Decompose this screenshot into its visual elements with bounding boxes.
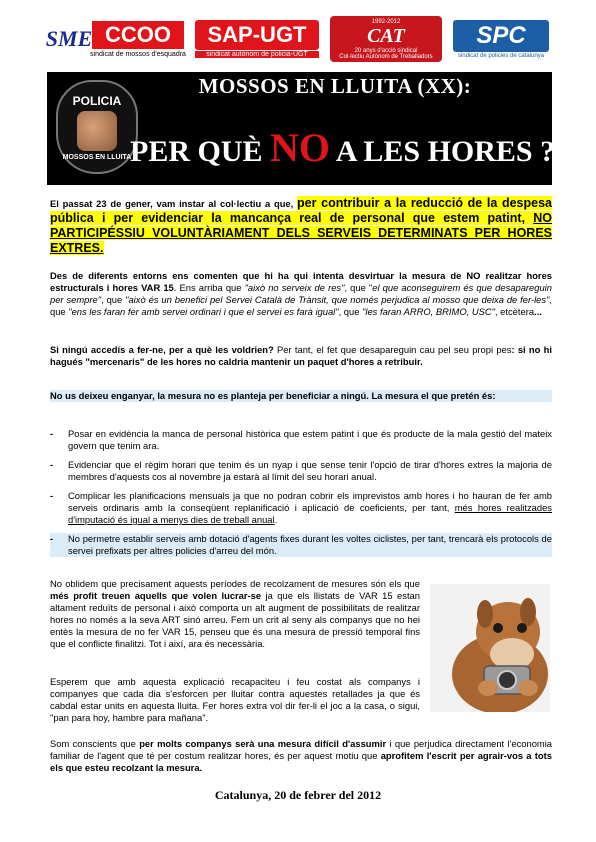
p3-bold: : si no hi hagués "mercenaris" de les hores no caldria mantenir un paquet d'hores a retribuir. (50, 344, 552, 367)
headline-part-b: A LES HORES ? (330, 135, 556, 168)
badge-top-text: POLICIA (72, 93, 122, 108)
bullet-item (50, 490, 552, 526)
p2-text-b: . Ens arriba que (173, 282, 245, 293)
p2-text-d: , que " (344, 282, 373, 293)
paragraph-7 (50, 738, 552, 774)
p2-bold: Des de diferents entorns ens comenten que hi ha qui intenta desvirtuar la mesura de NO realitzar hores estructurals i hores VAR 15 (50, 270, 552, 293)
p2-ellipsis: ... (534, 306, 542, 317)
cat-logo-years: 1992-2012 (371, 18, 401, 25)
spc-logo-text: SPC (453, 20, 549, 52)
p5-bold: més profit treuen aquells que volen lucrar-se (50, 590, 262, 601)
bullet-1-text: Posar en evidència la manca de personal històrica que estem patint i que és producte de la mala gestió del mateix govern que tenim ara. (68, 428, 552, 451)
p5-text-a: No oblidem que precisament aquests períodes de recolzament de mesures són els que (50, 578, 420, 589)
p2-quote-4: "ens les faran fer amb servei ordinari i que el servei es farà igual" (68, 306, 339, 317)
p2-text-l: , etcètera (494, 306, 535, 317)
banner-title: MOSSOS EN LLUITA (XX): (198, 74, 472, 98)
p3-question: Si ningú accedís a fer-ne, per a què les voldrien? (50, 344, 274, 355)
p2-quote-5: "les faran ARRO, BRIMO, USC" (362, 306, 495, 317)
ccoo-logo (90, 16, 186, 62)
sap-ugt-logo (194, 16, 320, 62)
p1-sep: , (521, 211, 534, 225)
ccoo-logo-subtitle: sindicat de mossos d'esquadra (90, 50, 186, 58)
sap-logo-text: SAP-UGT (195, 20, 319, 50)
p2-quote-1: "això no serveix de res" (244, 282, 345, 293)
bullet-item (50, 428, 552, 452)
bullet-list (50, 428, 552, 564)
bullet-3-text: Complicar les planificacions mensuals ja que no podran cobrir els imprevistos amb hores i ho hauran de fer amb serveis ordinaris amb la conseqüent replanificació i aplicació de coeficients, per tant, (68, 490, 552, 513)
headline-part-a: PER QUÈ (130, 135, 271, 168)
ccoo-logo-text: CCOO (92, 21, 184, 49)
sme-logo (46, 16, 92, 62)
p5-text-c: ja que els llistats de VAR 15 estan altament reduïts de personal i això comporta un alt augment de possibilitats de realitzar hores no només a la seva ART sinó arreu. Fem un crit al seny als companys que no hei entès la mesura de no fer VAR 15, penseu que és una mesura de pressió temporal fins que el conflicte finalitzi. Tot i així, ara és necessària. (50, 590, 420, 649)
date-footer: Catalunya, 20 de febrer del 2012 (214, 788, 382, 802)
p1-highlight-underlined: NO PARTICIPÉSSIU VOLUNTÀRIAMENT DELS SERVEIS DETERMINATS PER HORES EXTRES. (50, 211, 552, 255)
sme-logo-text: SME (45, 26, 93, 51)
p1-highlight: per contribuir a la reducció de la despesa pública i per evidenciar la mancança real de personal que estem patint (50, 196, 552, 225)
cat-logo-text: CAT (367, 24, 405, 47)
bullet-3-end: . (274, 514, 278, 525)
spc-logo (452, 16, 550, 62)
paragraph-3 (50, 344, 552, 368)
p2-text-h: , que (50, 294, 552, 317)
p7-bold: per molts companys serà una mesura difícil d'assumir (139, 738, 387, 749)
bullet-4-text: No permetre establir serveis amb dotació d'agents fixes durant les voltes ciclistes, per tant, trencarà els protocols de servei prefixats per altres policies d'arreu del món. (68, 533, 552, 556)
paragraph-4 (50, 390, 552, 402)
spc-logo-subtitle: sindicat de policies de catalunya (457, 52, 545, 59)
p7-bold-end: aprofitem l'escrit per agrair-vos a tots els que esteu recolzant la mesura. (50, 750, 552, 773)
cat-logo-subtitle: 20 anys d'acció sindical (354, 47, 418, 54)
p2-quote-3: "això és un benefici pel Servei Català de Trànsit, que només perjudica al mosso que deixa de fer-les" (125, 294, 550, 305)
badge-bottom-text: MOSSOS EN LLUITA (62, 153, 132, 161)
p4-text: No us deixeu enganyar, la mesura no es planteja per beneficiar a ningú. La mesura el que pretén és: (50, 390, 496, 401)
bullet-dash: - (50, 490, 54, 501)
p2-text-f: , que (101, 294, 126, 305)
union-logos (46, 16, 550, 66)
bullet-dash: - (50, 459, 54, 470)
cat-logo-subtitle-2: Col·lectiu Autònom de Treballadors (339, 53, 433, 60)
cat-logo (330, 16, 442, 62)
paragraph-6 (50, 676, 420, 724)
bullet-2-text: Evidenciar que el règim horari que tenim és un nyap i que sense tenir l'opció de tirar d'hores extres la majoria de membres d'aquests cos al novembre ja estarà al límit del seu horari anual. (68, 459, 552, 482)
p2-text-j: , que (338, 306, 363, 317)
bullet-item (50, 459, 552, 483)
squirrel-with-camera-image (430, 584, 550, 712)
paragraph-5 (50, 578, 420, 650)
p3-text: Per tant, el fet que desapareguin cau pel seu propi pes (273, 344, 512, 355)
p7-text-c: i que perjudica directament l'economia familiar de l'agent que té per costum realitzar hores, és per aquest motiu que (50, 738, 553, 761)
p1-intro: El passat 23 de gener, vam instar al col·lectiu a que, (50, 198, 298, 209)
fist-icon (77, 111, 117, 151)
p7-text-a: Som conscients que (50, 738, 140, 749)
police-badge-icon (56, 80, 138, 174)
sap-logo-subtitle: sindicat autònom de policia-UGT (195, 51, 319, 58)
headline-no: NO (270, 125, 331, 170)
bullet-3-underlined: més hores realitzades d'imputació és igual a menys dies de treball anual (68, 502, 552, 525)
bullet-item (50, 533, 552, 557)
bullet-dash: - (50, 533, 54, 544)
p2-quote-2: el que aconseguirem és que desapareguin per sempre" (50, 282, 552, 305)
p6-text: Esperem que amb aquesta explicació recapaciteu i feu costat als companys i companyes que cada dia s'esforcen per lluitar contra aquestes retallades ja que és cabdal estar units en aquesta lluita. Fer hores extra vol dir fer-li el joc a la casa, o sigui, "pan para hoy, hambre para mañana". (50, 676, 420, 723)
paragraph-2 (50, 270, 552, 318)
paragraph-1 (50, 196, 552, 256)
bullet-dash: - (50, 428, 54, 439)
banner-headline (130, 124, 556, 171)
